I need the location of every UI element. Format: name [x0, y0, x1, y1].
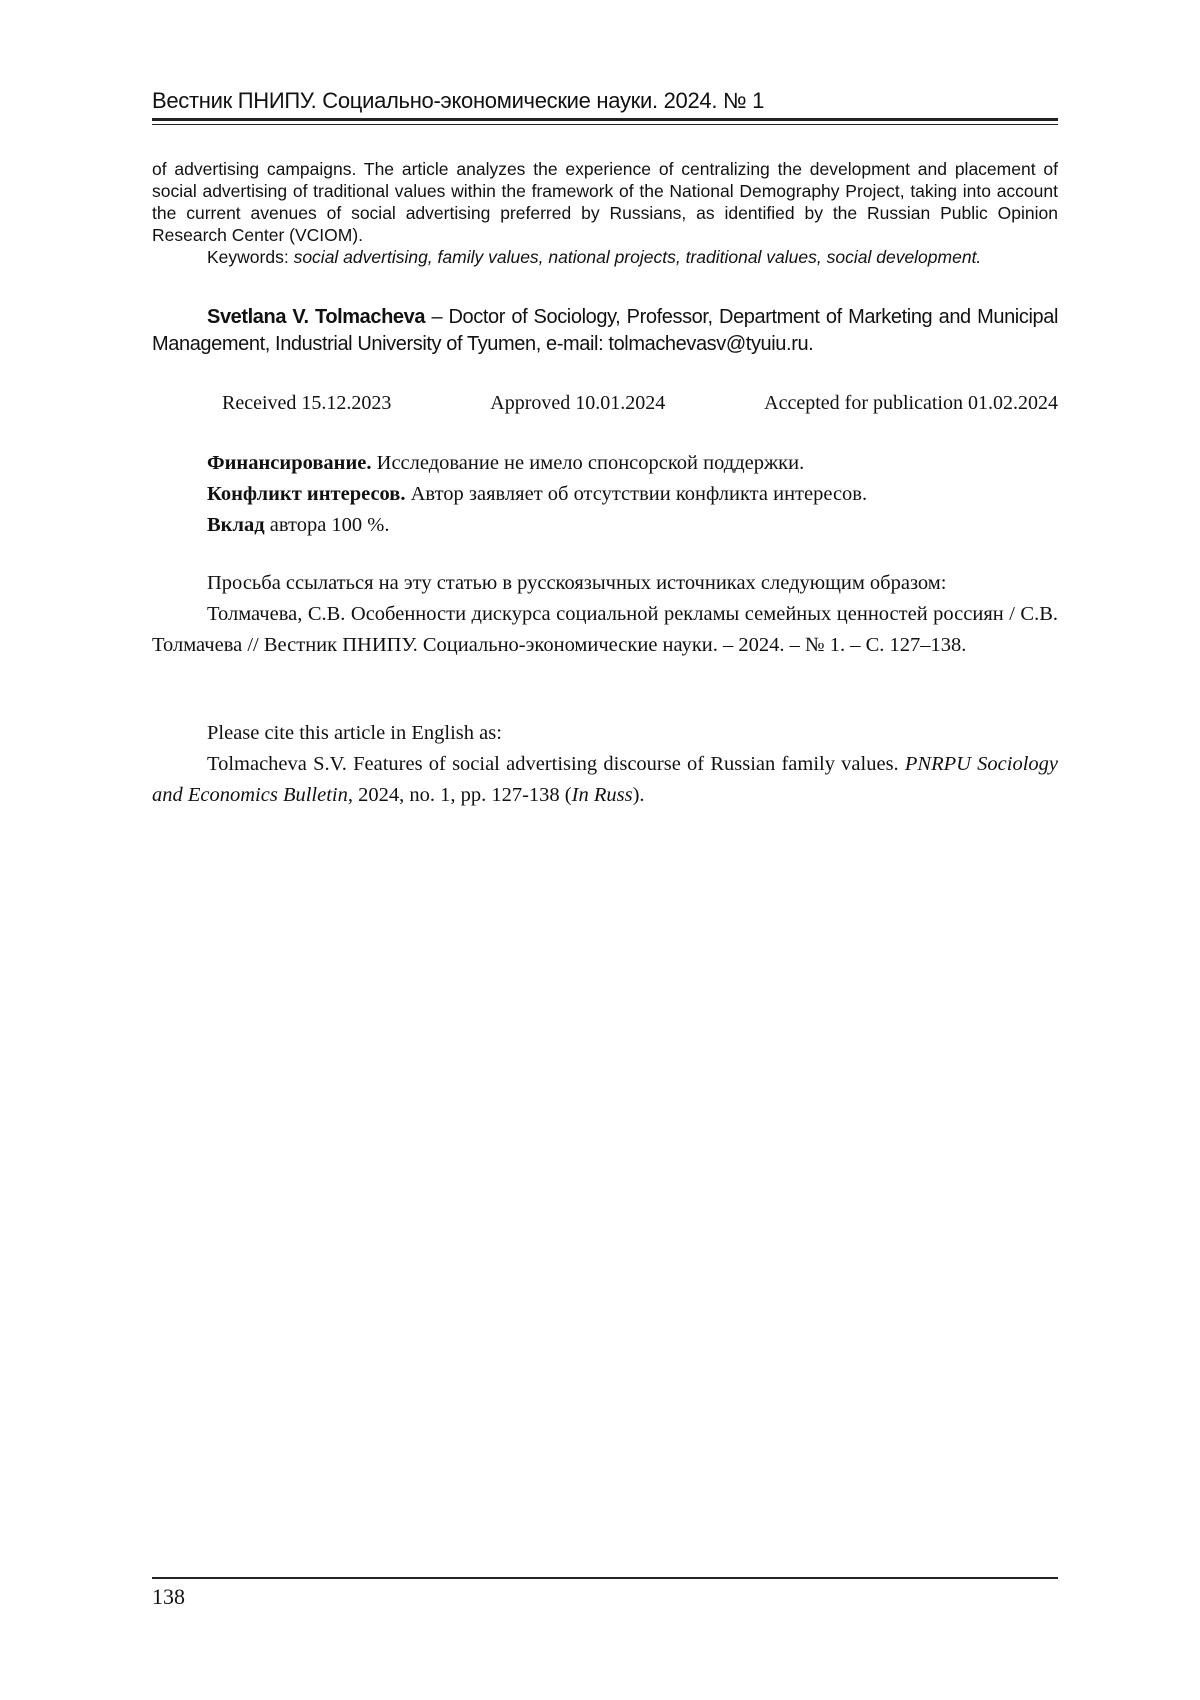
header-rule-thin	[152, 124, 1058, 125]
accepted-date: Accepted for publication 01.02.2024	[764, 390, 1058, 416]
conflict-line	[152, 479, 1058, 510]
page-number: 138	[152, 1583, 185, 1611]
citation-en-intro: Please cite this article in English as:	[152, 718, 1058, 749]
citation-en-block	[152, 718, 1058, 811]
author-details: – Doctor of Sociology, Professor, Department of Marketing and Municipal Management, Industrial University of Tyumen, e-mail: tolmachevasv@tyuiu.ru.	[152, 306, 1058, 355]
keywords-line	[207, 246, 1058, 268]
author-name: Svetlana V. Tolmacheva	[207, 306, 425, 328]
citation-en-reference	[152, 749, 1058, 811]
funding-line	[152, 448, 1058, 479]
footer-rule	[152, 1577, 1058, 1579]
abstract-text: of advertising campaigns. The article analyzes the experience of centralizing the development and placement of social advertising of traditional values within the framework of the National Demography Project, taking into account the current avenues of social advertising preferred by Russians, as identified by the Russian Public Opinion Research Center (VCIOM).	[152, 158, 1058, 246]
received-date: Received 15.12.2023	[222, 390, 391, 416]
header-rule-thick	[152, 118, 1058, 121]
funding-label: Финансирование.	[207, 452, 372, 474]
contribution-label: Вклад	[207, 514, 265, 536]
conflict-text: Автор заявляет об отсутствии конфликта интересов.	[411, 483, 868, 505]
running-header: Вестник ПНИПУ. Социально-экономические науки. 2024. № 1	[152, 88, 1058, 114]
citation-en-language-note: In Russ	[572, 784, 633, 806]
contribution-line	[152, 510, 1058, 541]
citation-ru-block	[152, 568, 1058, 661]
funding-text: Исследование не имело спонсорской поддержки.	[377, 452, 805, 474]
citation-ru-intro: Просьба ссылаться на эту статью в русскоязычных источниках следующим образом:	[152, 568, 1058, 599]
author-info	[152, 304, 1058, 358]
citation-ru-reference: Толмачева, С.В. Особенности дискурса социальной рекламы семейных ценностей россиян / С.В. Толмачева // Вестник ПНИПУ. Социально-экономические науки. – 2024. – № 1. – С. 127–138.	[152, 599, 1058, 661]
citation-en-reference-end: ).	[633, 784, 645, 806]
document-page	[152, 0, 1058, 1700]
approved-date: Approved 10.01.2024	[490, 390, 665, 416]
citation-en-journal: PNRPU Sociology and Economics Bulletin	[152, 753, 1058, 806]
article-dates	[222, 390, 1058, 416]
citation-en-reference-start: Tolmacheva S.V. Features of social advertising discourse of Russian family values.	[207, 753, 905, 775]
contribution-text: автора 100 %.	[270, 514, 390, 536]
keywords-list: social advertising, family values, national projects, traditional values, social development.	[294, 247, 982, 267]
citation-en-reference-mid: , 2024, no. 1, pp. 127-138 (	[348, 784, 572, 806]
funding-block	[152, 448, 1058, 541]
keywords-label: Keywords:	[207, 247, 289, 267]
conflict-label: Конфликт интересов.	[207, 483, 405, 505]
